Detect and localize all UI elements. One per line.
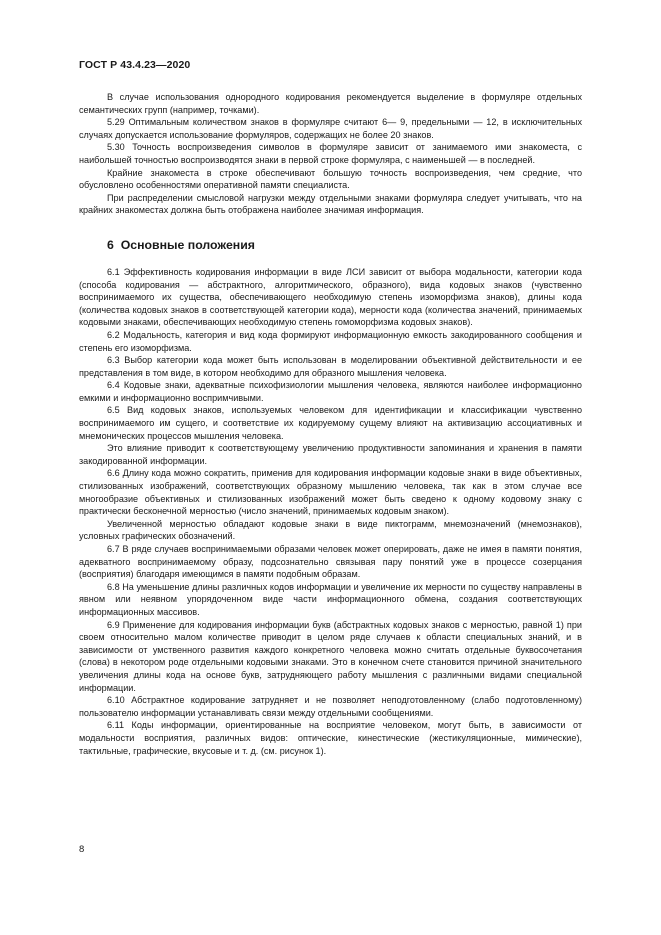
paragraph-6-9: 6.9 Применение для кодирования информации букв (абстрактных кодовых знаков с мерностью, равной 1) при своем относительно малом количестве приводит в целом ряде случаев к области специальных знаний, и в зависимости от умственного развития каждого конкретного человека можно считать отдельные буквосочетания (слова) в некотором роде отдельными кодовыми знаками. Это в конечном счете становится причиной значительного увеличения длины кода на основе букв, затрудняющего работу мышления с различными видами специальной информации. [79,619,582,693]
paragraph: Увеличенной мерностью обладают кодовые знаки в виде пиктограмм, мнемозначений (мнемознаков), условных графических обозначений. [79,518,582,542]
section-heading [107,238,582,252]
page-number: 8 [79,844,85,855]
paragraph-6-10: 6.10 Абстрактное кодирование затрудняет и не позволяет неподготовленному (слабо подготовленному) пользователю информации устанавливать связи между отдельными сообщениями. [79,695,582,718]
paragraph: Крайние знакоместа в строке обеспечивают большую точность воспроизведения, чем средние, что обусловлено особенностями оперативной памяти специалиста. [79,167,582,191]
paragraph-6-8: 6.8 На уменьшение длины различных кодов информации и увеличение их мерности по существу направлены в явном или неявном упорядоченном виде части информационного обмена, создания соответствующих информационных массивов. [79,581,582,617]
paragraph-5-30: 5.30 Точность воспроизведения символов в формуляре зависит от занимаемого ими знакоместа, с наибольшей точностью воспроизводятся знаки в первой строке формуляра, с наименьшей — в последней. [79,142,582,165]
paragraph-6-2: 6.2 Модальность, категория и вид кода формируют информационную емкость закодированного сообщения и степень его изоморфизма. [79,329,582,353]
paragraph-6-4: 6.4 Кодовые знаки, адекватные психофизиологии мышления человека, являются наиболее информационно емкими и информационно воспримчивыми. [79,380,582,403]
paragraph: Это влияние приводит к соответствующему увеличению продуктивности запоминания и хранения в памяти закодированной информации. [79,443,582,466]
paragraph: При распределении смысловой нагрузки между отдельными знаками формуляра следует учитывать, что на крайних знакоместах должна быть отображена наиболее значимая информация. [79,192,582,216]
page-content [79,91,582,757]
paragraph-6-11: 6.11 Коды информации, ориентированные на восприятие человеком, могут быть, в зависимости от модальности восприятия, различных видов: оптические, кинестические (жестикуляционные, мимические), тактильные, графические, вкусовые и т. д. (см. рисунок 1). [79,720,582,756]
paragraph: В случае использования однородного кодирования рекомендуется выделение в формуляре отдельных семантических групп (например, точками). [79,92,582,115]
paragraph-6-3: 6.3 Выбор категории кода может быть использован в моделировании объективной действительности и ее представления в том виде, в котором необходимо для образного мышления человека. [79,355,582,378]
paragraph-6-5: 6.5 Вид кодовых знаков, используемых человеком для идентификации и классификации чувственно воспринимаемого им сущего, и соответствие их кодируемому сущему влияют на активизацию ассоциативных и мнемонических процессов мышления человека. [79,405,582,441]
document-header: ГОСТ Р 43.4.23—2020 [79,59,191,71]
section-title: Основные положения [120,237,255,252]
paragraph-6-1: 6.1 Эффективность кодирования информации в виде ЛСИ зависит от выбора модальности, категории кода (способа кодирования — абстрактного, алгоритмического, образного), вида кодовых знаков (чувственно воспринимаемого их существа, обеспечивающего необходимую степень изоморфизма знаков), длины кода (количества кодовых знаков в соответствующей категории кода), мерности кода (количества значений, принимаемых кодовыми знаками, обеспечивающих необходимую степень гомоморфизма кодовых знаков). [79,266,582,328]
paragraph-6-6: 6.6 Длину кода можно сократить, применив для кодирования информации кодовые знаки в виде объективных, стилизованных изображений, соответствующих образному мышлению человека, так как в этом случае все многообразие объективных и стилизованных изображений может быть сведено к одному кодовому знаку с практически бесконечной мерностью (число значений, принимаемых кодовым знаком). [79,468,582,517]
paragraph-5-29: 5.29 Оптимальным количеством знаков в формуляре считают 6— 9, предельными — 12, в исключительных случаях допускается использование формуляров, содержащих не более 20 знаков. [79,117,582,140]
section-number: 6 [107,237,114,252]
paragraph-6-7: 6.7 В ряде случаев воспринимаемыми образами человек может оперировать, даже не имея в памяти понятия, адекватного воспринимаемому образу, подсознательно связывая пару понятий уже в процессе созерцания (восприятия) благодаря имеющимся в памяти подобным образам. [79,544,582,580]
